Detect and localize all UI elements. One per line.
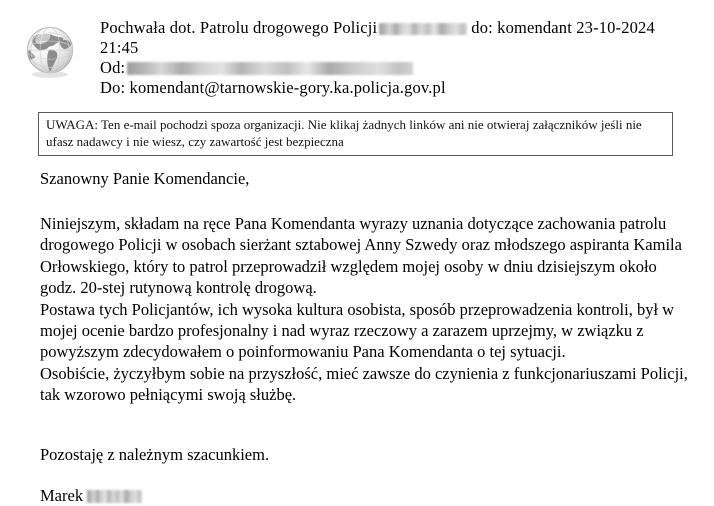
message-icon-container xyxy=(0,18,100,80)
warning-body-text: Ten e-mail pochodzi spoza organizacji. Nie klikaj żadnych linków ani nie otwieraj załączników jeśli nie ufasz nadawcy i nie wiesz, czy zawartość jest bezpieczna xyxy=(46,117,642,149)
message-subject-line xyxy=(100,18,696,38)
message-header-lines xyxy=(100,18,714,98)
body-paragraph-1: Niniejszym, składam na ręce Pana Komendanta wyrazy uznania dotyczące zachowania patrolu drogowego Policji w osobach sierżant sztabowej Anny Szwedy oraz młodszego aspiranta Kamila Orłowskiego, który to patrol przeprowadził względem mojej osoby w dniu dzisiejszym około godz. 20-stej rutynową kontrolę drogową. xyxy=(40,214,682,298)
to-address: komendant@tarnowskie-gory.ka.policja.gov.pl xyxy=(129,78,446,97)
message-header xyxy=(0,18,714,98)
message-from-row xyxy=(100,58,696,78)
body-paragraph-2: Postawa tych Policjantów, ich wysoka kultura osobista, sposób przeprowadzenia kontroli, był w mojej ocenie bardzo profesjonalny i nad wyraz rzeczowy a zarazem uprzejmy, w związku z powyższym zdecydowałem o poinformowaniu Pana Komendanta o tej sytuacji. xyxy=(40,299,675,362)
message-body xyxy=(40,168,690,506)
redacted-from-address xyxy=(127,62,413,75)
warning-banner-text xyxy=(46,117,665,150)
globe-icon xyxy=(21,22,79,80)
redacted-subject-text xyxy=(379,23,467,35)
message-to-row xyxy=(100,78,696,98)
to-label: Do: xyxy=(100,78,126,97)
message-time: 21:45 xyxy=(100,38,139,57)
body-paragraph-3: Osobiście, życzyłbym sobie na przyszłość, mieć zawsze do czynienia z funkcjonariuszami Policji, tak wzorowo pełniącymi swoją służbę. xyxy=(40,363,688,405)
from-label: Od: xyxy=(100,58,126,77)
body-greeting: Szanowny Panie Komendancie, xyxy=(40,169,250,188)
message-subject-prefix: Pochwała dot. Patrolu drogowego Policji xyxy=(100,18,378,37)
body-closing: Pozostaję z należnym szacunkiem. xyxy=(40,444,270,464)
body-signature xyxy=(40,485,690,506)
warning-lead-label: UWAGA: xyxy=(46,117,98,132)
signature-first-name: Marek xyxy=(40,485,84,505)
message-subject-suffix: do: komendant 23-10-2024 xyxy=(471,18,655,37)
external-sender-warning-banner xyxy=(38,112,673,156)
